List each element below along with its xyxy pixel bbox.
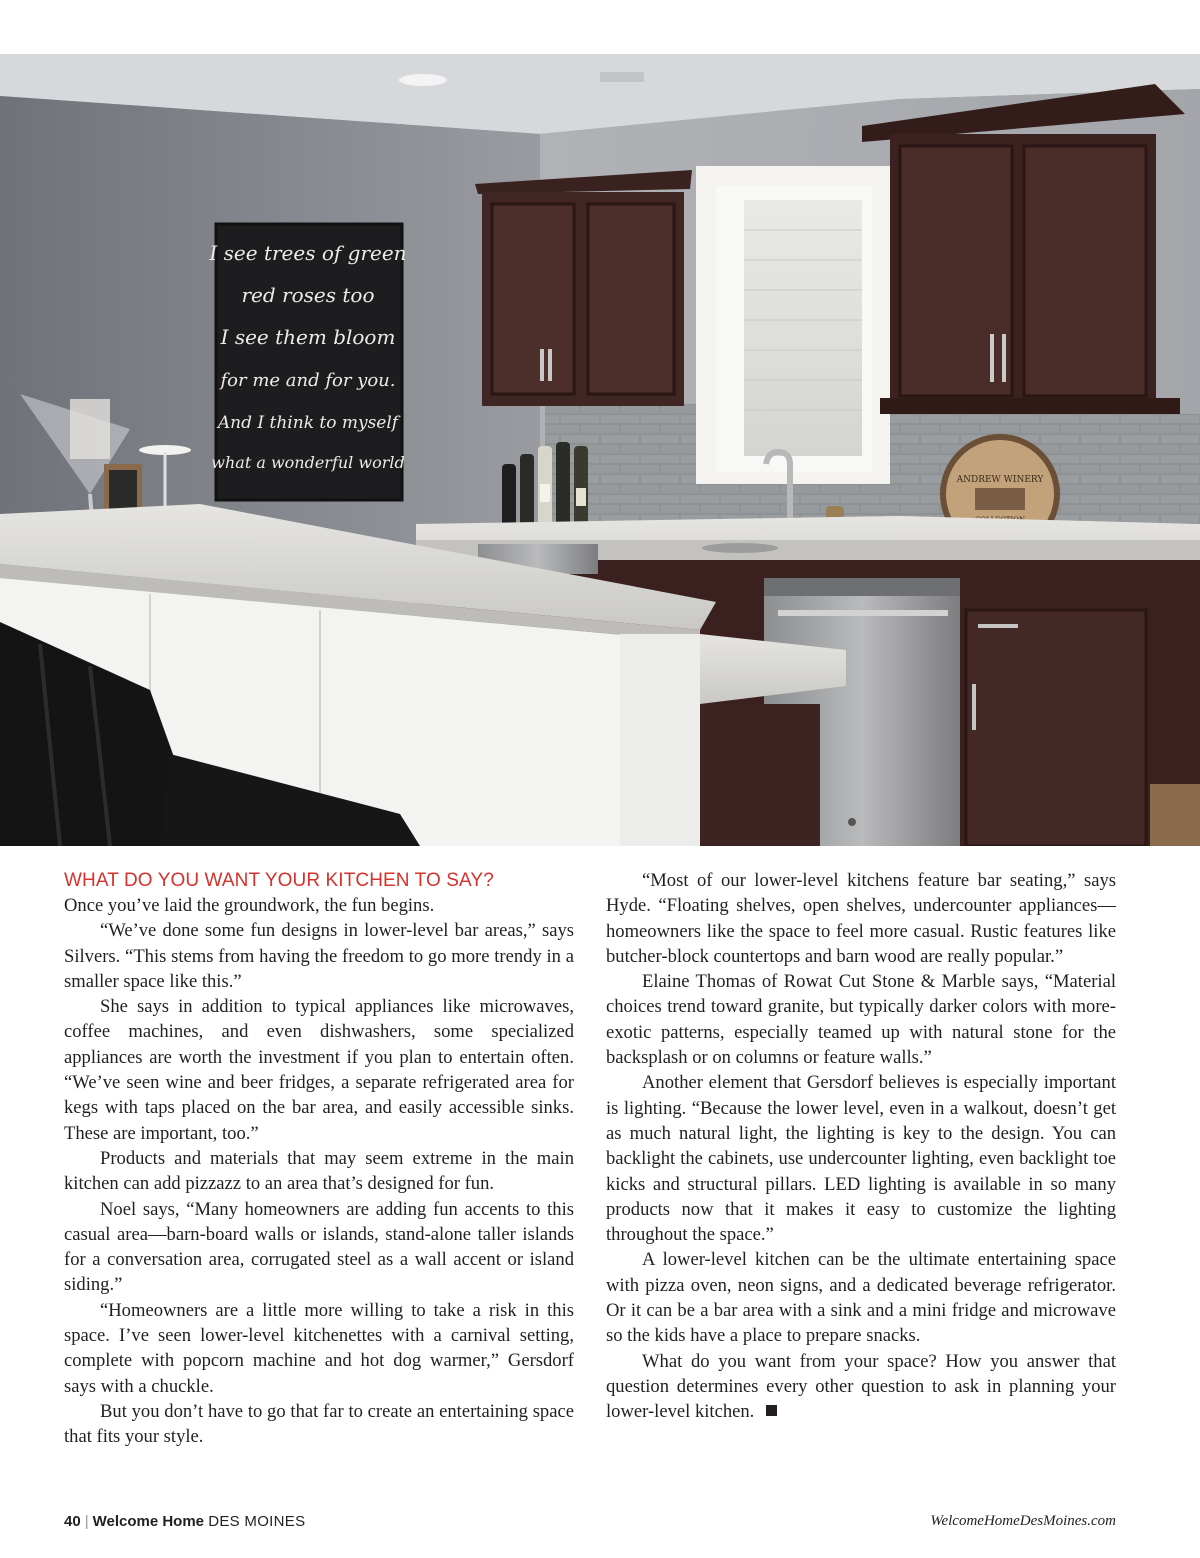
website-url: WelcomeHomeDesMoines.com [930, 1513, 1116, 1529]
chalkboard-art [208, 224, 406, 500]
chalk-line: for me and for you. [220, 370, 396, 391]
paragraph: But you don’t have to go that far to create an entertaining space that fits your style. [64, 1400, 574, 1448]
paragraph: Products and materials that may seem extreme in the main kitchen can add pizzazz to an area that’s designed for fun. [64, 1147, 574, 1195]
article-column-right [606, 868, 1116, 1425]
chalk-line: And I think to myself [217, 413, 399, 433]
window-with-blind [696, 166, 890, 484]
paragraph: She says in addition to typical appliances like microwaves, coffee machines, and even dishwashers, some specialized appliances are worth the investment if you plan to entertain often. “We’ve seen wine and beer fridges, a separate refrigerated area for kegs with taps placed on the bar area, and easily accessible sinks. These are important, too.” [64, 996, 574, 1144]
paragraph: Another element that Gersdorf believes is especially important is lighting. “Because the lower level, even in a walkout, doesn’t get as much natural light, the lighting is key to the design. You can backlight the cabinets, use undercounter lighting, even backlight toe kicks and structural pillars. LED lighting is available in so many products now that it makes it easy to customize the lighting throughout the space.” [606, 1072, 1116, 1246]
section-heading: WHAT DO YOU WANT YOUR KITCHEN TO SAY? [64, 870, 494, 891]
paragraph: Once you’ve laid the groundwork, the fun begins. [64, 895, 435, 916]
paragraph: A lower-level kitchen can be the ultimate entertaining space with pizza oven, neon signs, and a dedicated beverage refrigerator. Or it can be a bar area with a sink and a mini fridge and microwave so the kids have a place to prepare snacks. [606, 1249, 1116, 1347]
plaque-title: ANDREW WINERY [956, 475, 1044, 485]
magazine-city: DES MOINES [208, 1513, 306, 1530]
end-of-article-square-icon [766, 1405, 777, 1416]
paragraph: “Homeowners are a little more willing to take a risk in this space. I’ve seen lower-level kitchenettes with a carnival setting, complete with popcorn machine and hot dog warmer,” Gersdorf says with a chuckle. [64, 1299, 574, 1397]
paragraph-final-text: What do you want from your space? How you answer that question determines every other question to ask in planning your lower-level kitchen. [606, 1350, 1116, 1423]
chalk-line: I see trees of green [209, 241, 407, 265]
article-column-left [64, 868, 574, 1450]
page-number: 40 [64, 1513, 81, 1530]
paragraph: “Most of our lower-level kitchens feature bar seating,” says Hyde. “Floating shelves, open shelves, undercounter appliances—homeowners like the space to feel more casual. Rustic features like butcher-block countertops and barn wood are really popular.” [606, 870, 1116, 967]
paragraph: Noel says, “Many homeowners are adding fun accents to this casual area—barn-board walls or islands, stand-alone taller islands for a conversation area, corrugated steel as a wall accent or island siding.” [64, 1198, 574, 1296]
kitchen-photo [0, 54, 1200, 846]
upper-cabinet [475, 170, 692, 406]
paragraph: Elaine Thomas of Rowat Cut Stone & Marble says, “Material choices trend toward granite, but typically darker colors with more-exotic patterns, especially teamed up with natural stone for the backsplash or on columns or feature walls.” [606, 971, 1116, 1069]
paragraph: “We’ve done some fun designs in lower-level bar areas,” says Silvers. “This stems from having the freedom to go more trendy in a smaller space like this.” [64, 920, 574, 992]
paragraph-final [606, 1349, 1116, 1425]
chalk-line: red roses too [241, 283, 375, 307]
folio [64, 1513, 305, 1530]
chalk-line: I see them bloom [220, 325, 396, 349]
magazine-brand: Welcome Home [92, 1513, 205, 1530]
page-footer [64, 1513, 1116, 1535]
folio-separator: | [84, 1513, 89, 1530]
chalk-line: what a wonderful world [211, 453, 405, 472]
